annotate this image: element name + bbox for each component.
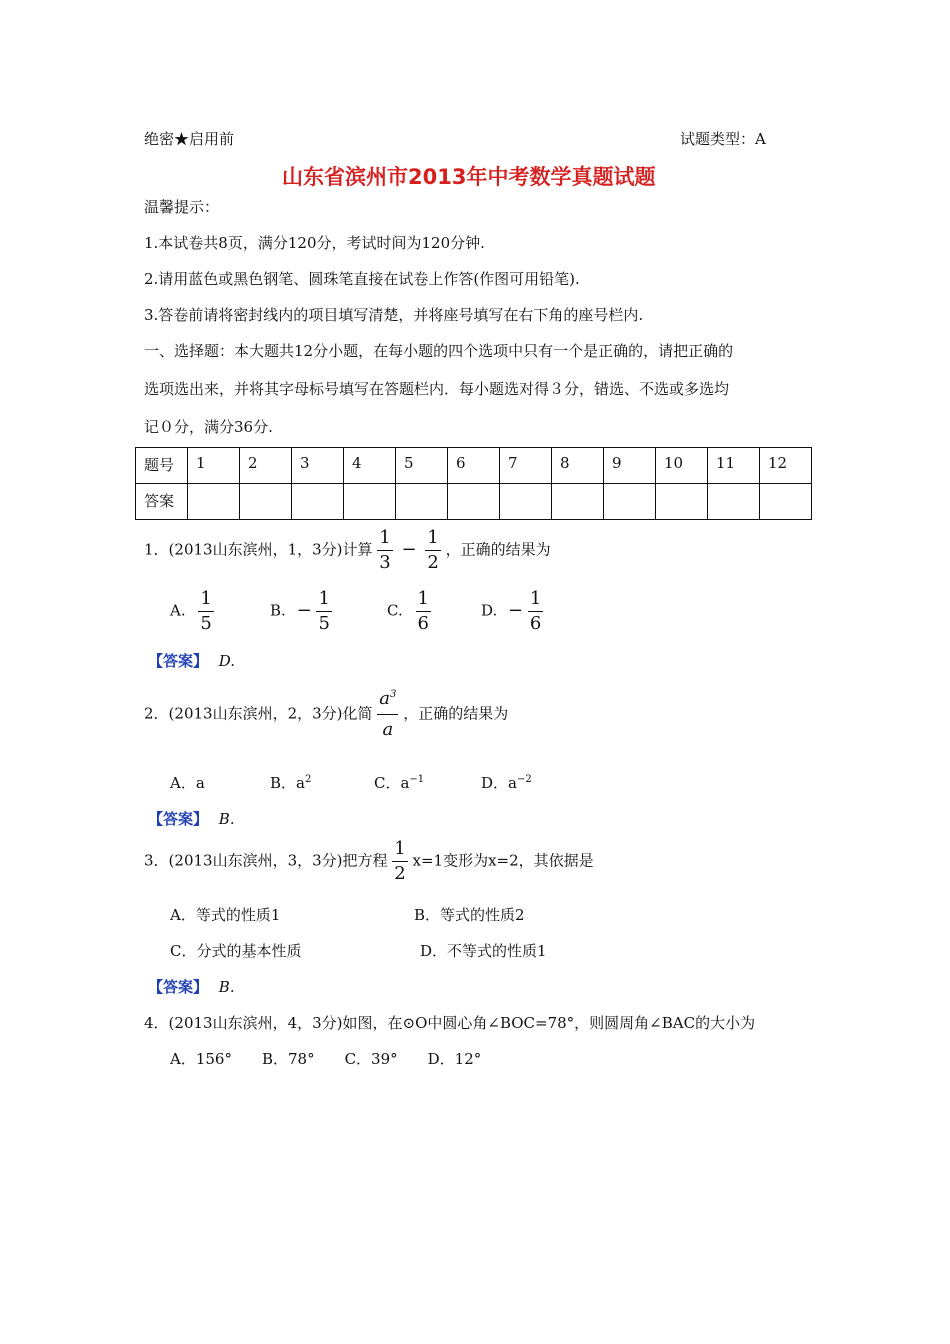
fraction: $\frac{a^3}{a}$ [379, 688, 397, 740]
question-number-cell: 5 [396, 448, 448, 484]
q1-option-d[interactable]: D. − $\frac{1}{6}$ [481, 588, 542, 634]
q3-option-b[interactable]: B．等式的性质2 [414, 906, 525, 924]
tip-item: 3.答卷前请将密封线内的项目填写清楚，并将座号填写在右下角的座号栏内. [144, 306, 644, 324]
answer-cell[interactable] [344, 484, 396, 520]
page-title: 山东省滨州市2013年中考数学真题试题 [282, 165, 656, 189]
question-number-cell: 4 [344, 448, 396, 484]
answer-cell[interactable] [760, 484, 812, 520]
q3-option-c[interactable]: C．分式的基本性质 [170, 942, 302, 960]
row-label: 答案 [136, 484, 188, 520]
question-2: 2．(2013山东滨州，2，3分)化简 $\frac{a^3}{a}$ ，正确的结果为 [144, 688, 509, 740]
question-3: 3．(2013山东滨州，3，3分)把方程 $\frac{1}{2}$ x=1变形为x=2，其依据是 [144, 838, 594, 884]
question-number-cell: 9 [604, 448, 656, 484]
q3-answer: 【答案】 B. [148, 978, 235, 996]
table-row [136, 448, 812, 484]
question-4: 4．(2013山东滨州，4，3分)如图，在⊙O中圆心角∠BOC=78°，则圆周角∠BAC的大小为 [144, 1014, 756, 1032]
section-instructions-line: 选项选出来，并将其字母标号填写在答题栏内．每小题选对得３分，错选、不选或多选均 [144, 380, 730, 398]
section-instructions-line: 记０分，满分36分. [144, 418, 273, 436]
tip-item: 1.本试卷共8页，满分120分，考试时间为120分钟. [144, 234, 485, 252]
table-row [136, 484, 812, 520]
answer-cell[interactable] [500, 484, 552, 520]
row-label: 题号 [136, 448, 188, 484]
question-stem: 1．(2013山东滨州，1，3分)计算 [144, 540, 373, 559]
q1-option-a[interactable]: A. $\frac{1}{5}$ [170, 588, 212, 634]
question-number-cell: 7 [500, 448, 552, 484]
question-number-cell: 11 [708, 448, 760, 484]
question-number-cell: 10 [656, 448, 708, 484]
question-stem: 3．(2013山东滨州，3，3分)把方程 [144, 851, 388, 870]
answer-cell[interactable] [396, 484, 448, 520]
q3-option-d[interactable]: D．不等式的性质1 [420, 942, 547, 960]
q2-option-c[interactable]: C．$a^{-1}$ [374, 774, 425, 792]
q1-option-b[interactable]: B. − $\frac{1}{5}$ [270, 588, 330, 634]
tip-item: 2.请用蓝色或黑色钢笔、圆珠笔直接在试卷上作答(作图可用铅笔). [144, 270, 580, 288]
answer-cell[interactable] [552, 484, 604, 520]
question-number-cell: 8 [552, 448, 604, 484]
exam-type-label: 试题类型：A [680, 130, 766, 148]
q1-option-c[interactable]: C. $\frac{1}{6}$ [387, 588, 429, 634]
question-number-cell: 1 [188, 448, 240, 484]
question-number-cell: 6 [448, 448, 500, 484]
answer-cell[interactable] [656, 484, 708, 520]
section-instructions-line: 一、选择题：本大题共12分小题，在每小题的四个选项中只有一个是正确的，请把正确的 [144, 342, 734, 360]
question-number-cell: 3 [292, 448, 344, 484]
answer-cell[interactable] [604, 484, 656, 520]
q2-option-b[interactable]: B．$a^2$ [270, 774, 312, 792]
q2-answer: 【答案】 B. [148, 810, 235, 828]
answer-cell[interactable] [188, 484, 240, 520]
question-1: 1．(2013山东滨州，1，3分)计算 $\frac{1}{3}$ − $\frac{1}{2}$ ，正确的结果为 [144, 527, 551, 573]
answer-cell[interactable] [240, 484, 292, 520]
question-number-cell: 2 [240, 448, 292, 484]
answer-grid [135, 447, 812, 520]
answer-cell[interactable] [708, 484, 760, 520]
answer-cell[interactable] [292, 484, 344, 520]
fraction: $\frac{1}{3}$ [379, 527, 391, 573]
q4-options[interactable]: A．156° B．78° C．39° D．12° [170, 1050, 482, 1068]
q2-option-a[interactable]: A．a [170, 774, 205, 792]
question-number-cell: 12 [760, 448, 812, 484]
tips-heading: 温馨提示： [144, 198, 220, 216]
fraction: $\frac{1}{2}$ [394, 838, 406, 884]
q1-answer: 【答案】 D. [148, 652, 236, 670]
question-stem: 2．(2013山东滨州，2，3分)化简 [144, 704, 373, 723]
classification-label: 绝密★启用前 [144, 130, 235, 148]
fraction: $\frac{1}{2}$ [427, 527, 439, 573]
q2-option-d[interactable]: D．$a^{-2}$ [481, 774, 532, 792]
q3-option-a[interactable]: A．等式的性质1 [170, 906, 281, 924]
answer-cell[interactable] [448, 484, 500, 520]
